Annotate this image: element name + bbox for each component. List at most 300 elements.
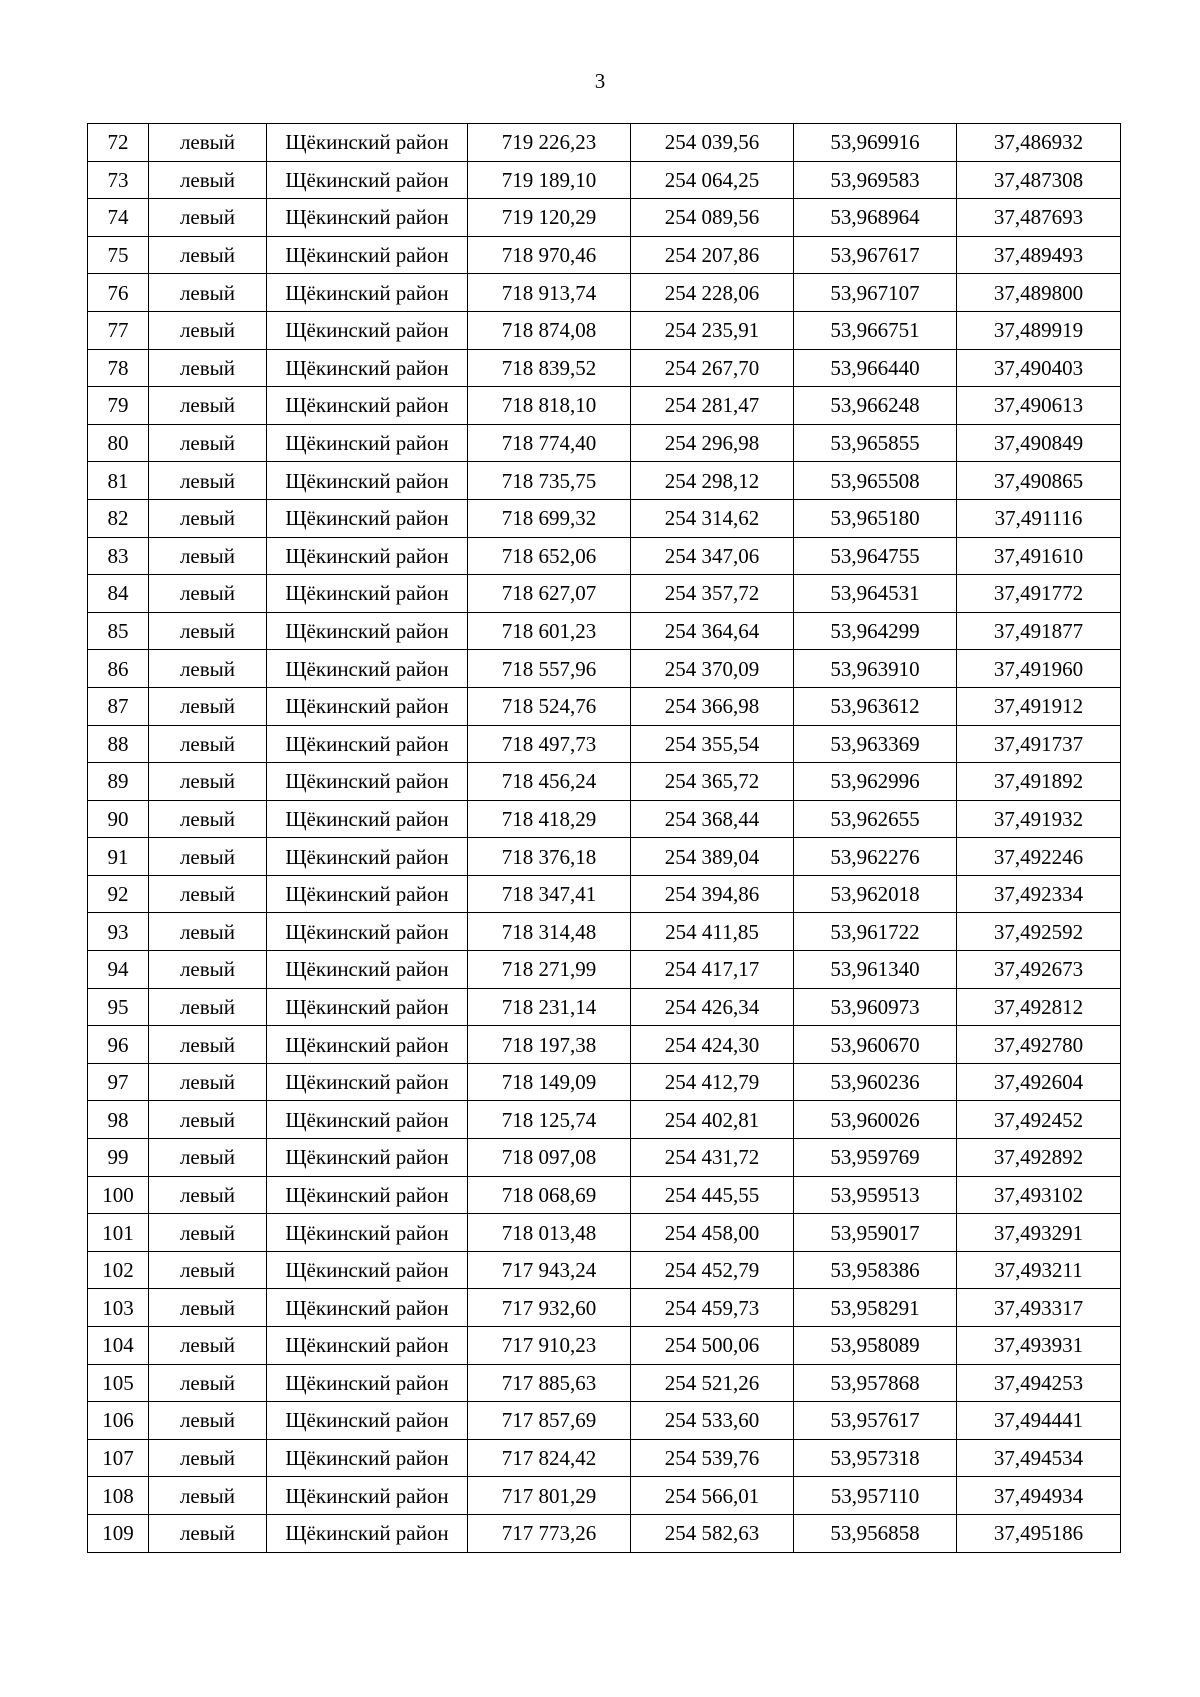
longitude-cell: 37,490849 xyxy=(957,424,1121,462)
table-row xyxy=(88,1327,1121,1365)
latitude-cell: 53,957617 xyxy=(794,1402,957,1440)
x-coordinate-cell: 718 125,74 xyxy=(468,1101,631,1139)
x-coordinate-cell: 717 885,63 xyxy=(468,1364,631,1402)
x-coordinate-cell: 718 314,48 xyxy=(468,913,631,951)
table-row xyxy=(88,424,1121,462)
table-row xyxy=(88,800,1121,838)
y-coordinate-cell: 254 368,44 xyxy=(631,800,794,838)
point-number-cell: 74 xyxy=(88,199,149,237)
latitude-cell: 53,962655 xyxy=(794,800,957,838)
longitude-cell: 37,494934 xyxy=(957,1477,1121,1515)
table-row xyxy=(88,575,1121,613)
point-number-cell: 96 xyxy=(88,1026,149,1064)
point-number-cell: 78 xyxy=(88,349,149,387)
district-cell: Щёкинский район xyxy=(267,1289,468,1327)
table-row xyxy=(88,951,1121,989)
y-coordinate-cell: 254 412,79 xyxy=(631,1063,794,1101)
point-number-cell: 102 xyxy=(88,1251,149,1289)
table-row xyxy=(88,199,1121,237)
table-row xyxy=(88,499,1121,537)
longitude-cell: 37,491960 xyxy=(957,650,1121,688)
point-number-cell: 87 xyxy=(88,687,149,725)
point-number-cell: 105 xyxy=(88,1364,149,1402)
table-row xyxy=(88,1251,1121,1289)
district-cell: Щёкинский район xyxy=(267,1402,468,1440)
point-number-cell: 107 xyxy=(88,1439,149,1477)
latitude-cell: 53,958089 xyxy=(794,1327,957,1365)
y-coordinate-cell: 254 500,06 xyxy=(631,1327,794,1365)
district-cell: Щёкинский район xyxy=(267,1026,468,1064)
y-coordinate-cell: 254 411,85 xyxy=(631,913,794,951)
x-coordinate-cell: 717 824,42 xyxy=(468,1439,631,1477)
bank-side-cell: левый xyxy=(149,462,267,500)
point-number-cell: 104 xyxy=(88,1327,149,1365)
latitude-cell: 53,961722 xyxy=(794,913,957,951)
longitude-cell: 37,491932 xyxy=(957,800,1121,838)
bank-side-cell: левый xyxy=(149,875,267,913)
longitude-cell: 37,489493 xyxy=(957,236,1121,274)
y-coordinate-cell: 254 357,72 xyxy=(631,575,794,613)
point-number-cell: 98 xyxy=(88,1101,149,1139)
point-number-cell: 81 xyxy=(88,462,149,500)
latitude-cell: 53,966248 xyxy=(794,387,957,425)
y-coordinate-cell: 254 235,91 xyxy=(631,311,794,349)
x-coordinate-cell: 717 857,69 xyxy=(468,1402,631,1440)
district-cell: Щёкинский район xyxy=(267,575,468,613)
bank-side-cell: левый xyxy=(149,1214,267,1252)
table-row xyxy=(88,1101,1121,1139)
y-coordinate-cell: 254 445,55 xyxy=(631,1176,794,1214)
table-row xyxy=(88,1176,1121,1214)
latitude-cell: 53,966440 xyxy=(794,349,957,387)
longitude-cell: 37,491610 xyxy=(957,537,1121,575)
latitude-cell: 53,964755 xyxy=(794,537,957,575)
y-coordinate-cell: 254 539,76 xyxy=(631,1439,794,1477)
bank-side-cell: левый xyxy=(149,1402,267,1440)
longitude-cell: 37,493102 xyxy=(957,1176,1121,1214)
district-cell: Щёкинский район xyxy=(267,1251,468,1289)
longitude-cell: 37,493931 xyxy=(957,1327,1121,1365)
y-coordinate-cell: 254 389,04 xyxy=(631,838,794,876)
point-number-cell: 83 xyxy=(88,537,149,575)
bank-side-cell: левый xyxy=(149,274,267,312)
longitude-cell: 37,486932 xyxy=(957,124,1121,162)
x-coordinate-cell: 718 456,24 xyxy=(468,763,631,801)
table-row xyxy=(88,537,1121,575)
bank-side-cell: левый xyxy=(149,311,267,349)
district-cell: Щёкинский район xyxy=(267,1514,468,1552)
table-row xyxy=(88,1402,1121,1440)
latitude-cell: 53,965855 xyxy=(794,424,957,462)
table-row xyxy=(88,1139,1121,1177)
district-cell: Щёкинский район xyxy=(267,1439,468,1477)
table-row xyxy=(88,612,1121,650)
point-number-cell: 92 xyxy=(88,875,149,913)
x-coordinate-cell: 719 226,23 xyxy=(468,124,631,162)
longitude-cell: 37,493317 xyxy=(957,1289,1121,1327)
bank-side-cell: левый xyxy=(149,537,267,575)
latitude-cell: 53,967617 xyxy=(794,236,957,274)
y-coordinate-cell: 254 228,06 xyxy=(631,274,794,312)
latitude-cell: 53,960670 xyxy=(794,1026,957,1064)
table-row xyxy=(88,349,1121,387)
district-cell: Щёкинский район xyxy=(267,988,468,1026)
longitude-cell: 37,489800 xyxy=(957,274,1121,312)
point-number-cell: 106 xyxy=(88,1402,149,1440)
longitude-cell: 37,493211 xyxy=(957,1251,1121,1289)
point-number-cell: 76 xyxy=(88,274,149,312)
y-coordinate-cell: 254 366,98 xyxy=(631,687,794,725)
y-coordinate-cell: 254 355,54 xyxy=(631,725,794,763)
point-number-cell: 82 xyxy=(88,499,149,537)
y-coordinate-cell: 254 533,60 xyxy=(631,1402,794,1440)
latitude-cell: 53,968964 xyxy=(794,199,957,237)
x-coordinate-cell: 718 497,73 xyxy=(468,725,631,763)
bank-side-cell: левый xyxy=(149,1289,267,1327)
latitude-cell: 53,959513 xyxy=(794,1176,957,1214)
longitude-cell: 37,492246 xyxy=(957,838,1121,876)
point-number-cell: 88 xyxy=(88,725,149,763)
bank-side-cell: левый xyxy=(149,1439,267,1477)
y-coordinate-cell: 254 521,26 xyxy=(631,1364,794,1402)
district-cell: Щёкинский район xyxy=(267,1327,468,1365)
table-row xyxy=(88,838,1121,876)
x-coordinate-cell: 718 913,74 xyxy=(468,274,631,312)
x-coordinate-cell: 718 557,96 xyxy=(468,650,631,688)
y-coordinate-cell: 254 459,73 xyxy=(631,1289,794,1327)
longitude-cell: 37,492892 xyxy=(957,1139,1121,1177)
latitude-cell: 53,962996 xyxy=(794,763,957,801)
table-row xyxy=(88,1063,1121,1101)
y-coordinate-cell: 254 314,62 xyxy=(631,499,794,537)
latitude-cell: 53,969916 xyxy=(794,124,957,162)
bank-side-cell: левый xyxy=(149,124,267,162)
longitude-cell: 37,492673 xyxy=(957,951,1121,989)
bank-side-cell: левый xyxy=(149,1101,267,1139)
table-row xyxy=(88,1439,1121,1477)
bank-side-cell: левый xyxy=(149,349,267,387)
longitude-cell: 37,492604 xyxy=(957,1063,1121,1101)
point-number-cell: 103 xyxy=(88,1289,149,1327)
district-cell: Щёкинский район xyxy=(267,612,468,650)
longitude-cell: 37,491772 xyxy=(957,575,1121,613)
latitude-cell: 53,957868 xyxy=(794,1364,957,1402)
latitude-cell: 53,967107 xyxy=(794,274,957,312)
y-coordinate-cell: 254 417,17 xyxy=(631,951,794,989)
latitude-cell: 53,965508 xyxy=(794,462,957,500)
latitude-cell: 53,962018 xyxy=(794,875,957,913)
longitude-cell: 37,494534 xyxy=(957,1439,1121,1477)
longitude-cell: 37,494253 xyxy=(957,1364,1121,1402)
y-coordinate-cell: 254 431,72 xyxy=(631,1139,794,1177)
bank-side-cell: левый xyxy=(149,1139,267,1177)
x-coordinate-cell: 718 271,99 xyxy=(468,951,631,989)
latitude-cell: 53,960026 xyxy=(794,1101,957,1139)
x-coordinate-cell: 718 231,14 xyxy=(468,988,631,1026)
bank-side-cell: левый xyxy=(149,725,267,763)
y-coordinate-cell: 254 347,06 xyxy=(631,537,794,575)
latitude-cell: 53,958386 xyxy=(794,1251,957,1289)
latitude-cell: 53,964531 xyxy=(794,575,957,613)
latitude-cell: 53,956858 xyxy=(794,1514,957,1552)
district-cell: Щёкинский район xyxy=(267,875,468,913)
x-coordinate-cell: 718 839,52 xyxy=(468,349,631,387)
longitude-cell: 37,492780 xyxy=(957,1026,1121,1064)
page-number: 3 xyxy=(594,69,606,93)
y-coordinate-cell: 254 298,12 xyxy=(631,462,794,500)
x-coordinate-cell: 719 120,29 xyxy=(468,199,631,237)
district-cell: Щёкинский район xyxy=(267,499,468,537)
table-row xyxy=(88,1214,1121,1252)
bank-side-cell: левый xyxy=(149,687,267,725)
x-coordinate-cell: 718 699,32 xyxy=(468,499,631,537)
table-row xyxy=(88,725,1121,763)
x-coordinate-cell: 718 601,23 xyxy=(468,612,631,650)
bank-side-cell: левый xyxy=(149,913,267,951)
longitude-cell: 37,492592 xyxy=(957,913,1121,951)
bank-side-cell: левый xyxy=(149,1251,267,1289)
table-row xyxy=(88,124,1121,162)
bank-side-cell: левый xyxy=(149,1327,267,1365)
x-coordinate-cell: 717 943,24 xyxy=(468,1251,631,1289)
bank-side-cell: левый xyxy=(149,236,267,274)
bank-side-cell: левый xyxy=(149,499,267,537)
y-coordinate-cell: 254 364,64 xyxy=(631,612,794,650)
district-cell: Щёкинский район xyxy=(267,1477,468,1515)
x-coordinate-cell: 718 149,09 xyxy=(468,1063,631,1101)
longitude-cell: 37,493291 xyxy=(957,1214,1121,1252)
longitude-cell: 37,495186 xyxy=(957,1514,1121,1552)
latitude-cell: 53,957110 xyxy=(794,1477,957,1515)
coordinates-table xyxy=(87,123,1121,1553)
bank-side-cell: левый xyxy=(149,1364,267,1402)
x-coordinate-cell: 718 874,08 xyxy=(468,311,631,349)
table-row xyxy=(88,687,1121,725)
bank-side-cell: левый xyxy=(149,763,267,801)
y-coordinate-cell: 254 394,86 xyxy=(631,875,794,913)
longitude-cell: 37,492452 xyxy=(957,1101,1121,1139)
x-coordinate-cell: 717 910,23 xyxy=(468,1327,631,1365)
x-coordinate-cell: 718 524,76 xyxy=(468,687,631,725)
district-cell: Щёкинский район xyxy=(267,311,468,349)
table-row xyxy=(88,763,1121,801)
x-coordinate-cell: 719 189,10 xyxy=(468,161,631,199)
district-cell: Щёкинский район xyxy=(267,1214,468,1252)
point-number-cell: 89 xyxy=(88,763,149,801)
longitude-cell: 37,491737 xyxy=(957,725,1121,763)
point-number-cell: 80 xyxy=(88,424,149,462)
latitude-cell: 53,959769 xyxy=(794,1139,957,1177)
y-coordinate-cell: 254 089,56 xyxy=(631,199,794,237)
x-coordinate-cell: 717 773,26 xyxy=(468,1514,631,1552)
y-coordinate-cell: 254 452,79 xyxy=(631,1251,794,1289)
longitude-cell: 37,490403 xyxy=(957,349,1121,387)
district-cell: Щёкинский район xyxy=(267,387,468,425)
bank-side-cell: левый xyxy=(149,161,267,199)
bank-side-cell: левый xyxy=(149,1063,267,1101)
district-cell: Щёкинский район xyxy=(267,763,468,801)
y-coordinate-cell: 254 458,00 xyxy=(631,1214,794,1252)
latitude-cell: 53,963910 xyxy=(794,650,957,688)
x-coordinate-cell: 718 774,40 xyxy=(468,424,631,462)
longitude-cell: 37,491116 xyxy=(957,499,1121,537)
longitude-cell: 37,487308 xyxy=(957,161,1121,199)
latitude-cell: 53,965180 xyxy=(794,499,957,537)
x-coordinate-cell: 718 652,06 xyxy=(468,537,631,575)
y-coordinate-cell: 254 566,01 xyxy=(631,1477,794,1515)
x-coordinate-cell: 717 932,60 xyxy=(468,1289,631,1327)
latitude-cell: 53,960236 xyxy=(794,1063,957,1101)
district-cell: Щёкинский район xyxy=(267,800,468,838)
point-number-cell: 99 xyxy=(88,1139,149,1177)
y-coordinate-cell: 254 582,63 xyxy=(631,1514,794,1552)
point-number-cell: 93 xyxy=(88,913,149,951)
longitude-cell: 37,492334 xyxy=(957,875,1121,913)
bank-side-cell: левый xyxy=(149,838,267,876)
bank-side-cell: левый xyxy=(149,1477,267,1515)
district-cell: Щёкинский район xyxy=(267,1101,468,1139)
table-row xyxy=(88,650,1121,688)
y-coordinate-cell: 254 370,09 xyxy=(631,650,794,688)
latitude-cell: 53,957318 xyxy=(794,1439,957,1477)
district-cell: Щёкинский район xyxy=(267,1364,468,1402)
point-number-cell: 100 xyxy=(88,1176,149,1214)
point-number-cell: 72 xyxy=(88,124,149,162)
point-number-cell: 73 xyxy=(88,161,149,199)
table-row xyxy=(88,1026,1121,1064)
latitude-cell: 53,969583 xyxy=(794,161,957,199)
bank-side-cell: левый xyxy=(149,650,267,688)
longitude-cell: 37,490613 xyxy=(957,387,1121,425)
longitude-cell: 37,494441 xyxy=(957,1402,1121,1440)
table-row xyxy=(88,236,1121,274)
latitude-cell: 53,958291 xyxy=(794,1289,957,1327)
y-coordinate-cell: 254 424,30 xyxy=(631,1026,794,1064)
bank-side-cell: левый xyxy=(149,988,267,1026)
y-coordinate-cell: 254 207,86 xyxy=(631,236,794,274)
longitude-cell: 37,489919 xyxy=(957,311,1121,349)
point-number-cell: 84 xyxy=(88,575,149,613)
y-coordinate-cell: 254 281,47 xyxy=(631,387,794,425)
y-coordinate-cell: 254 039,56 xyxy=(631,124,794,162)
table-row xyxy=(88,161,1121,199)
district-cell: Щёкинский район xyxy=(267,650,468,688)
point-number-cell: 97 xyxy=(88,1063,149,1101)
bank-side-cell: левый xyxy=(149,424,267,462)
district-cell: Щёкинский район xyxy=(267,236,468,274)
x-coordinate-cell: 718 627,07 xyxy=(468,575,631,613)
bank-side-cell: левый xyxy=(149,575,267,613)
table-row xyxy=(88,1289,1121,1327)
x-coordinate-cell: 718 818,10 xyxy=(468,387,631,425)
longitude-cell: 37,491892 xyxy=(957,763,1121,801)
y-coordinate-cell: 254 426,34 xyxy=(631,988,794,1026)
point-number-cell: 109 xyxy=(88,1514,149,1552)
bank-side-cell: левый xyxy=(149,951,267,989)
district-cell: Щёкинский район xyxy=(267,1139,468,1177)
point-number-cell: 108 xyxy=(88,1477,149,1515)
y-coordinate-cell: 254 296,98 xyxy=(631,424,794,462)
point-number-cell: 91 xyxy=(88,838,149,876)
latitude-cell: 53,964299 xyxy=(794,612,957,650)
x-coordinate-cell: 718 735,75 xyxy=(468,462,631,500)
latitude-cell: 53,963369 xyxy=(794,725,957,763)
table-row xyxy=(88,875,1121,913)
longitude-cell: 37,491912 xyxy=(957,687,1121,725)
bank-side-cell: левый xyxy=(149,1026,267,1064)
y-coordinate-cell: 254 064,25 xyxy=(631,161,794,199)
x-coordinate-cell: 718 970,46 xyxy=(468,236,631,274)
point-number-cell: 101 xyxy=(88,1214,149,1252)
district-cell: Щёкинский район xyxy=(267,424,468,462)
latitude-cell: 53,961340 xyxy=(794,951,957,989)
table-row xyxy=(88,311,1121,349)
district-cell: Щёкинский район xyxy=(267,725,468,763)
district-cell: Щёкинский район xyxy=(267,1176,468,1214)
district-cell: Щёкинский район xyxy=(267,274,468,312)
point-number-cell: 95 xyxy=(88,988,149,1026)
latitude-cell: 53,959017 xyxy=(794,1214,957,1252)
x-coordinate-cell: 718 013,48 xyxy=(468,1214,631,1252)
point-number-cell: 77 xyxy=(88,311,149,349)
district-cell: Щёкинский район xyxy=(267,199,468,237)
x-coordinate-cell: 718 197,38 xyxy=(468,1026,631,1064)
district-cell: Щёкинский район xyxy=(267,349,468,387)
table-row xyxy=(88,1364,1121,1402)
district-cell: Щёкинский район xyxy=(267,951,468,989)
longitude-cell: 37,487693 xyxy=(957,199,1121,237)
latitude-cell: 53,966751 xyxy=(794,311,957,349)
bank-side-cell: левый xyxy=(149,612,267,650)
point-number-cell: 94 xyxy=(88,951,149,989)
district-cell: Щёкинский район xyxy=(267,537,468,575)
table-row xyxy=(88,462,1121,500)
point-number-cell: 90 xyxy=(88,800,149,838)
longitude-cell: 37,490865 xyxy=(957,462,1121,500)
table-row xyxy=(88,387,1121,425)
longitude-cell: 37,492812 xyxy=(957,988,1121,1026)
x-coordinate-cell: 718 347,41 xyxy=(468,875,631,913)
table-body xyxy=(88,124,1121,1553)
x-coordinate-cell: 717 801,29 xyxy=(468,1477,631,1515)
latitude-cell: 53,962276 xyxy=(794,838,957,876)
x-coordinate-cell: 718 068,69 xyxy=(468,1176,631,1214)
y-coordinate-cell: 254 365,72 xyxy=(631,763,794,801)
longitude-cell: 37,491877 xyxy=(957,612,1121,650)
point-number-cell: 85 xyxy=(88,612,149,650)
bank-side-cell: левый xyxy=(149,1514,267,1552)
district-cell: Щёкинский район xyxy=(267,838,468,876)
x-coordinate-cell: 718 376,18 xyxy=(468,838,631,876)
district-cell: Щёкинский район xyxy=(267,913,468,951)
bank-side-cell: левый xyxy=(149,199,267,237)
table-row xyxy=(88,988,1121,1026)
table-row xyxy=(88,274,1121,312)
bank-side-cell: левый xyxy=(149,800,267,838)
y-coordinate-cell: 254 402,81 xyxy=(631,1101,794,1139)
district-cell: Щёкинский район xyxy=(267,687,468,725)
latitude-cell: 53,963612 xyxy=(794,687,957,725)
table-row xyxy=(88,1477,1121,1515)
point-number-cell: 75 xyxy=(88,236,149,274)
bank-side-cell: левый xyxy=(149,1176,267,1214)
table-row xyxy=(88,913,1121,951)
district-cell: Щёкинский район xyxy=(267,124,468,162)
x-coordinate-cell: 718 097,08 xyxy=(468,1139,631,1177)
latitude-cell: 53,960973 xyxy=(794,988,957,1026)
point-number-cell: 86 xyxy=(88,650,149,688)
table-row xyxy=(88,1514,1121,1552)
